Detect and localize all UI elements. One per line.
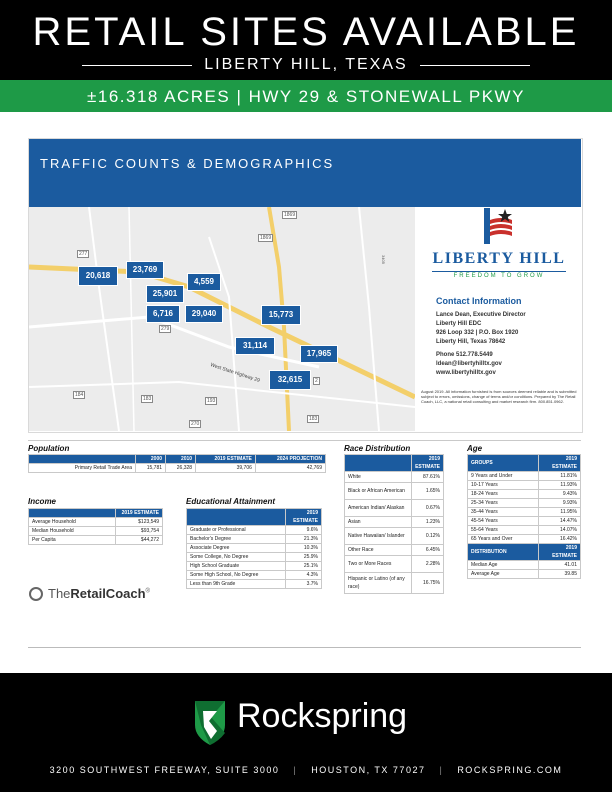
page-title: RETAIL SITES AVAILABLE [32,10,580,54]
contact-email[interactable]: ldean@libertyhilltx.gov [436,361,502,367]
traffic-count-tag: 4,559 [187,273,221,291]
footer-website[interactable]: ROCKSPRING.COM [457,765,563,775]
table-row: Average Age 39.85 [468,570,581,579]
table-row: Average Household $123,549 [29,518,163,527]
traffic-count-tag: 6,716 [146,305,180,323]
contact-address: Liberty Hill, Texas 78642 [436,339,506,345]
traffic-count-tag: 15,773 [261,305,301,325]
race-title: Race Distribution [344,444,411,453]
income-table: 2019 ESTIMATE Average Household $123,549 Median Household $93,754 Per Capita $44,272 [28,508,163,545]
section-title: TRAFFIC COUNTS & DEMOGRAPHICS [40,156,335,171]
highway-marker: 184 [75,392,84,398]
table-row: Median Age 41.01 [468,561,581,570]
table-row: Some College, No Degree 25.9% [187,553,322,562]
table-row: Median Household $93,754 [29,527,163,536]
age-title: Age [467,444,483,453]
table-row: Black or African American 1.65% [345,483,444,500]
traffic-count-tag: 25,901 [146,285,184,303]
road-label: West State Highway 29 [209,362,261,384]
highway-marker: 183 [309,416,318,422]
retail-coach-logo: TheRetailCoach® [48,586,150,601]
highway-marker: 279 [161,326,170,332]
table-row: White 87.61% [345,472,444,483]
table-row: 35-44 Years 11.95% [468,508,581,517]
highway-marker: 183 [143,396,152,402]
population-title: Population [28,444,70,453]
divider [28,440,581,441]
traffic-count-tag: 29,040 [185,305,223,323]
table-row: 9 Years and Under 11.81% [468,472,581,481]
highway-marker: 2 [315,378,318,384]
table-row: 18-24 Years 9.43% [468,490,581,499]
road-label-small: 3405 [380,255,386,264]
table-row: 65 Years and Over 16.42% [468,535,581,544]
table-row: Other Race 6.45% [345,545,444,556]
logo-rule [432,271,566,272]
income-title: Income [28,497,57,506]
traffic-count-tag: 17,965 [300,345,338,363]
traffic-count-tag: 32,615 [269,370,311,390]
contact-website[interactable]: www.libertyhilltx.gov [436,370,496,376]
site-band-text: ±16.318 ACRES | HWY 29 & STONEWALL PKWY [87,87,525,106]
contact-org: Liberty Hill EDC [436,321,482,327]
highway-marker: 193 [207,398,216,404]
race-table: 2019 ESTIMATE White 87.61% Black or African American 1.65% American Indian/ Alaskan 0.67% Asian 1.23% Native Hawaiian/ Islander 0.12% Other Race 6.45% Two or More Races 2.28% Hispanic or Latino (of any race) 16.75% [344,454,444,594]
education-table: 2019 ESTIMATE Graduate or Professional 9.6% Bachelor's Degree 21.3% Associate Degree 10.3% Some College, No Degree 25.9% High School Graduate 25.1% Some High School, No Degree 4.3% Less than 9th Grade 3.7% [186,508,322,589]
table-row: American Indian/ Alaskan 0.67% [345,500,444,517]
table-row: Associate Degree 10.3% [187,544,322,553]
table-row: 55-64 Years 14.07% [468,526,581,535]
contact-name: Lance Dean, Executive Director [436,312,526,318]
footer-brand: Rockspring [237,697,408,735]
footer-address: 3200 SOUTHWEST FREEWAY, SUITE 3000 | HOUSTON, TX 77027 | ROCKSPRING.COM [49,765,563,775]
traffic-count-tag: 31,114 [235,337,275,355]
traffic-count-tag: 20,618 [78,266,118,286]
retail-coach-logo-icon [29,587,43,601]
table-row: Less than 9th Grade 3.7% [187,580,322,589]
table-row: Per Capita $44,272 [29,536,163,545]
highway-marker: 1869 [260,235,272,241]
liberty-hill-flag-icon [483,208,513,244]
table-row: Asian 1.23% [345,517,444,528]
liberty-hill-logo-text: LIBERTY HILL [432,250,566,267]
table-row: High School Graduate 25.1% [187,562,322,571]
table-row: 25-34 Years 9.93% [468,499,581,508]
rockspring-logo-icon [191,695,229,747]
table-row: Some High School, No Degree 4.3% [187,571,322,580]
table-row: Two or More Races 2.28% [345,556,444,573]
education-title: Educational Attainment [186,497,276,506]
table-row: Hispanic or Latino (of any race) 16.75% [345,573,444,594]
traffic-count-tag: 23,769 [126,261,164,279]
contact-phone: Phone 512.778.5449 [436,352,493,358]
highway-marker: 277 [79,251,88,257]
liberty-hill-tagline: FREEDOM TO GROW [453,273,545,279]
highway-marker: 1869 [284,212,296,218]
highway-marker: 270 [191,421,200,427]
contact-address: 926 Loop 332 | P.O. Box 1920 [436,330,519,336]
table-row: Native Hawaiian/ Islander 0.12% [345,528,444,545]
contact-heading: Contact Information [436,296,522,306]
table-row: 10-17 Years 11.93% [468,481,581,490]
population-table: 2000 2010 2019 ESTIMATE 2024 PROJECTION Primary Retail Trade Area 15,781 26,328 39,706 42,769 [28,454,326,473]
traffic-map [29,207,415,431]
divider [28,647,581,648]
table-row: Primary Retail Trade Area 15,781 26,328 39,706 42,769 [29,464,326,473]
age-table: GROUPS 2019 ESTIMATE 9 Years and Under 11.81% 10-17 Years 11.93% 18-24 Years 9.43% 25-34 Years 9.93% 35-44 Years 11.95% 45-54 Years 14.47% 55-64 Years 14.07% 65 Years and Over 16.42% DISTRIBUTION 2019 ESTIMATE Median Age 41.01 Average Age 39.85 [467,454,581,579]
section-band [29,139,581,207]
table-row: Graduate or Professional 9.6% [187,526,322,535]
disclaimer: August 2019. All information furnished is from sources deemed reliable and is submitted subject to errors, omissions, change of terms and/or conditions. Prepared by The Retail Coach, LLC, a national retail consulting and market research firm. 800.851.0962. [421,389,577,404]
table-row: 45-54 Years 14.47% [468,517,581,526]
page-subtitle: LIBERTY HILL, TEXAS [204,56,408,73]
table-row: Bachelor's Degree 21.3% [187,535,322,544]
